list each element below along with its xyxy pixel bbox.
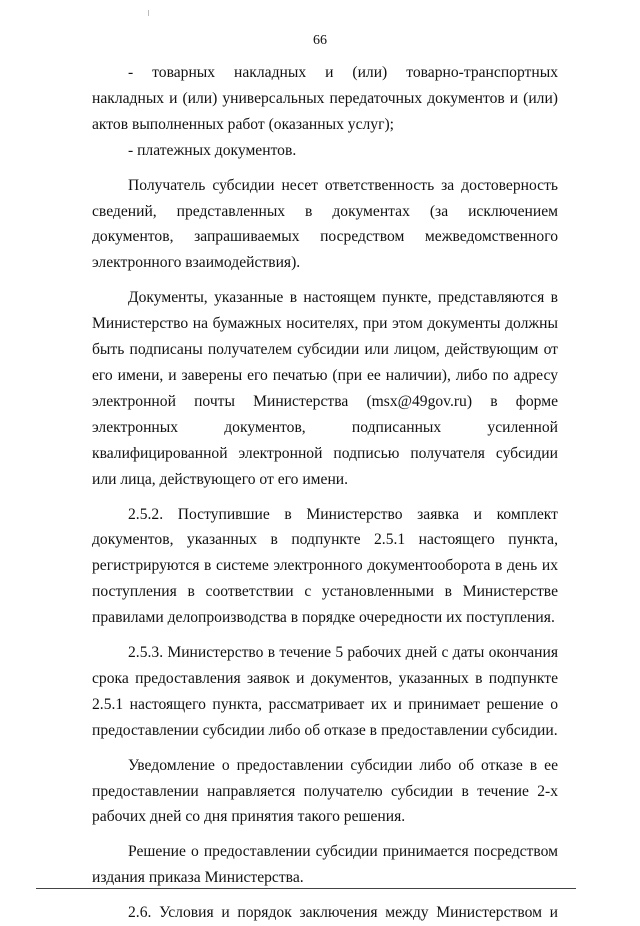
paragraph-responsibility: Получатель субсидии несет ответственность за достоверность сведений, представленных в документах (за исключением документов, запрашиваемых посредством межведомственного электронного взаимодействия).	[92, 176, 558, 272]
footer-rule	[36, 888, 576, 889]
paragraph-2-5-2: 2.5.2. Поступившие в Министерство заявка и комплект документов, указанных в подпункте 2.5.1 настоящего пункта, регистрируются в системе электронного документооборота в день их поступления в соответствии с установленными в Министерстве правилами делопроизводства в порядке очередности их поступления.	[92, 505, 558, 627]
paragraph-invoices: - товарных накладных и (или) товарно-транспортных накладных и (или) универсальных передаточных документов и (или) актов выполненных работ (оказанных услуг);	[92, 64, 558, 133]
paragraph-2-6: 2.6. Условия и порядок заключения между Министерством и	[128, 904, 558, 922]
scan-mark	[148, 10, 149, 16]
paragraph-2-5-3: 2.5.3. Министерство в течение 5 рабочих дней с даты окончания срока предоставления заявок и документов, указанных в подпункте 2.5.1 настоящего пункта, рассматривает их и принимает решение о предоставлении субсидии либо об отказе в предоставлении субсидии.	[92, 644, 558, 739]
paragraph-notification: Уведомление о предоставлении субсидии либо об отказе в ее предоставлении направляется получателю субсидии в течение 2-х рабочих дней со дня принятия такого решения.	[92, 756, 558, 826]
page-number: 66	[313, 33, 327, 48]
document-body	[92, 60, 558, 926]
paragraph-documents-submission: Документы, указанные в настоящем пункте, представляются в Министерство на бумажных носителях, при этом документы должны быть подписаны получателем субсидии или лицом, действующим от его имени, и заверены его печатью (при ее наличии), либо по адресу электронной почты Министерства (msx@49gov.ru) в форме электронных документов, подписанных усиленной квалифицированной электронной подписью получателя субсидии или лица, действующего от его имени.	[92, 289, 558, 488]
paragraph-decision: Решение о предоставлении субсидии принимается посредством издания приказа Министерства.	[92, 843, 558, 887]
paragraph-payment-docs: - платежных документов.	[128, 141, 297, 159]
